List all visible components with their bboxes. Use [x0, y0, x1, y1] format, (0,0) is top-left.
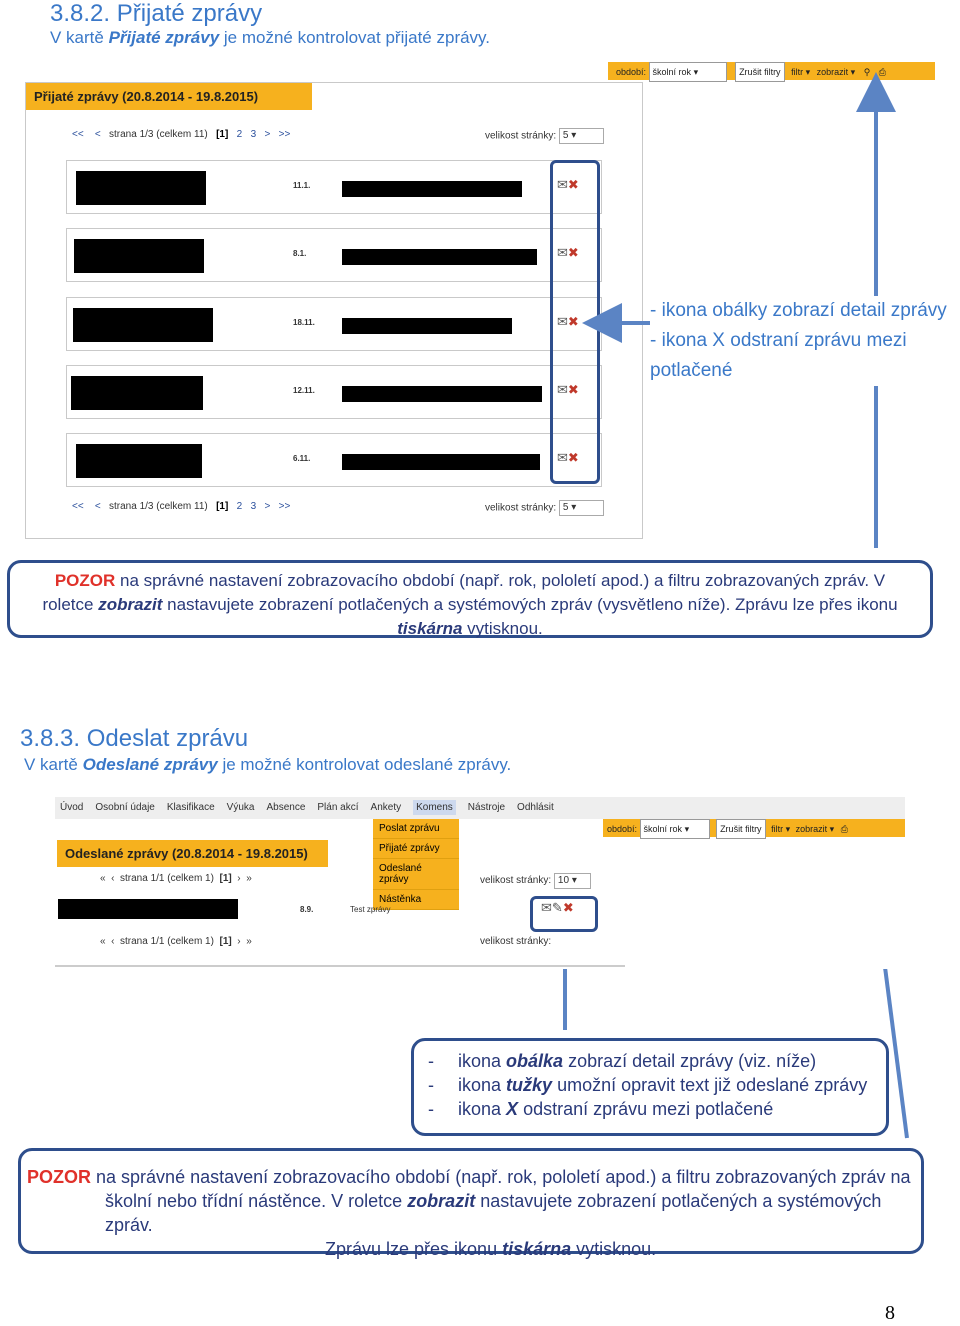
delete-x-icon[interactable]: ✖	[567, 382, 579, 397]
annotation-line: - ikona obálka zobrazí detail zprávy (viz. níže)	[428, 1051, 817, 1071]
redacted-recipient	[58, 899, 238, 919]
last-page-link[interactable]: >>	[278, 129, 291, 140]
filter-dropdown[interactable]: filtr ▾	[791, 67, 811, 77]
page-info: strana 1/3 (celkem 11)	[109, 501, 208, 512]
page-size-label: velikost stránky:	[485, 130, 557, 142]
subtitle-text-end: je možné kontrolovat přijaté zprávy.	[219, 28, 491, 47]
printer-icon[interactable]: ⎙	[840, 824, 848, 834]
menu-item[interactable]: Úvod	[60, 802, 84, 813]
note-text: na správné nastavení zobrazovacího období (např. rok, pololetí apod.) a filtru zobrazovaných zpráv. V	[115, 571, 886, 590]
period-label: období:	[616, 67, 647, 77]
dropdown-item[interactable]: Přijaté zprávy	[373, 839, 459, 859]
subtitle-bold: Přijaté zprávy	[108, 28, 220, 47]
clear-filters-button[interactable]: Zrušit filtry	[716, 819, 766, 839]
delete-x-icon[interactable]: ✖	[567, 450, 579, 465]
message-date: 8.1.	[293, 249, 307, 258]
delete-x-icon[interactable]: ✖	[567, 177, 579, 192]
next-page-link[interactable]: >	[264, 129, 271, 140]
pencil-icon[interactable]: ✎	[551, 900, 563, 915]
pozor-label: POZOR	[54, 571, 116, 590]
dropdown-item[interactable]: Nástěnka	[373, 890, 459, 910]
page-size-select[interactable]: 5 ▾	[559, 500, 604, 516]
note-emphasis: zobrazit	[407, 1191, 476, 1211]
menu-item[interactable]: Osobní údaje	[95, 802, 155, 813]
page-info: strana 1/3 (celkem 11)	[109, 129, 208, 140]
page-size-select[interactable]: 5 ▾	[559, 128, 604, 144]
section-heading-odeslat: 3.8.3. Odeslat zprávu	[20, 725, 249, 752]
annotation-line: - ikona X odstraní zprávu mezi	[650, 330, 907, 351]
menu-item[interactable]: Komens	[413, 800, 456, 815]
sent-page-size-top: velikost stránky: 10 ▾	[480, 873, 591, 889]
warning-note-2: POZOR na správné nastavení zobrazovacího období (např. rok, pololetí apod.) a filtru zobrazovaných zpráv na školní nebo třídní nástěnce. V roletce zobrazit nastavujete zobrazení potlačených a systémových zpráv. Zprávu lze přes ikonu tiskárna vytisknou.	[18, 1148, 924, 1254]
page-2-link[interactable]: 2	[236, 129, 243, 140]
section-subtitle-odeslat: V kartě Odeslané zprávy je možné kontrolovat odeslané zprávy.	[24, 755, 512, 774]
envelope-icon[interactable]: ✉	[541, 900, 552, 915]
funnel-icon[interactable]: ⚲	[863, 67, 871, 77]
annotation-icons-text	[650, 296, 955, 386]
subtitle-bold: Odeslané zprávy	[82, 755, 218, 774]
annotation-line: - ikona X odstraní zprávu mezi potlačené	[428, 1099, 774, 1119]
first-page-link[interactable]: <<	[72, 129, 84, 140]
note-emphasis: tiskárna	[397, 619, 463, 638]
note-emphasis: zobrazit	[98, 595, 163, 614]
annotation-line: - ikona tužky umožní opravit text již odeslané zprávy	[428, 1075, 868, 1095]
envelope-icon[interactable]: ✉	[557, 245, 568, 260]
next-page-link[interactable]: >	[264, 501, 271, 512]
prev-page-link[interactable]: <	[94, 501, 101, 512]
clear-filters-button[interactable]: Zrušit filtry	[735, 62, 785, 82]
filter-dropdown[interactable]: filtr ▾	[771, 824, 791, 834]
first-page-link[interactable]: <<	[72, 501, 84, 512]
message-date: 12.11.	[293, 386, 315, 395]
komens-dropdown	[373, 819, 459, 910]
dropdown-item[interactable]: Poslat zprávu	[373, 819, 459, 839]
menu-item[interactable]: Absence	[266, 802, 306, 813]
message-date: 6.11.	[293, 454, 311, 463]
envelope-icon[interactable]: ✉	[557, 450, 568, 465]
current-page: [1]	[216, 501, 229, 512]
page-size-label: velikost stránky:	[485, 502, 557, 514]
note-emphasis: tiskárna	[502, 1239, 572, 1259]
sent-page-size-bottom: velikost stránky:	[480, 936, 552, 947]
menu-item[interactable]: Plán akcí	[317, 802, 359, 813]
page-3-link[interactable]: 3	[250, 501, 257, 512]
menu-item[interactable]: Ankety	[370, 802, 402, 813]
delete-x-icon[interactable]: ✖	[567, 314, 579, 329]
page-2-link[interactable]: 2	[236, 501, 243, 512]
envelope-icon[interactable]: ✉	[557, 177, 568, 192]
last-page-link[interactable]: >>	[278, 501, 291, 512]
period-select[interactable]: školní rok ▾	[640, 819, 710, 839]
menu-item[interactable]: Klasifikace	[166, 802, 215, 813]
sent-icons-highlight	[530, 896, 598, 932]
show-dropdown[interactable]: zobrazit ▾	[795, 824, 835, 834]
page-size-select[interactable]: 10 ▾	[554, 873, 591, 889]
annotation-line: potlačené	[650, 360, 733, 381]
menu-item[interactable]: Odhlásit	[517, 802, 554, 813]
received-tab-title[interactable]: Přijaté zprávy (20.8.2014 - 19.8.2015)	[26, 83, 312, 110]
prev-page-link[interactable]: <	[94, 129, 101, 140]
menu-item[interactable]: Výuka	[226, 802, 255, 813]
period-select[interactable]: školní rok ▾	[649, 62, 727, 82]
message-date: 18.11.	[293, 318, 315, 327]
delete-x-icon[interactable]: ✖	[562, 900, 574, 915]
page-number: 8	[885, 1302, 895, 1324]
dropdown-item[interactable]: Odeslané zprávy	[373, 859, 459, 890]
sent-icons-annotation	[411, 1038, 889, 1136]
sent-pager-bottom: « ‹ strana 1/1 (celkem 1) [1] › »	[100, 936, 252, 947]
pozor-label: POZOR	[27, 1167, 92, 1187]
warning-note-1: POZOR na správné nastavení zobrazovacího období (např. rok, pololetí apod.) a filtru zobrazovaných zpráv. V roletce zobrazit nastavujete zobrazení potlačených a systémových zpráv (vysvětleno níže). Zprávu lze přes ikonu tiskárna vytisknou.	[7, 560, 933, 638]
show-dropdown[interactable]: zobrazit ▾	[816, 67, 856, 77]
envelope-icon[interactable]: ✉	[557, 314, 568, 329]
main-menu	[55, 797, 905, 819]
subtitle-text: V kartě	[50, 28, 109, 47]
current-page: [1]	[216, 129, 229, 140]
message-date: 11.1.	[293, 181, 311, 190]
page-3-link[interactable]: 3	[250, 129, 257, 140]
sent-pager-top: « ‹ strana 1/1 (celkem 1) [1] › »	[100, 873, 252, 884]
sent-tab-title[interactable]: Odeslané zprávy (20.8.2014 - 19.8.2015)	[57, 840, 328, 867]
delete-x-icon[interactable]: ✖	[567, 245, 579, 260]
menu-item[interactable]: Nástroje	[467, 802, 506, 813]
divider	[55, 965, 625, 967]
printer-icon[interactable]: ⎙	[878, 67, 886, 77]
sent-subject[interactable]: Test zprávy	[350, 905, 391, 914]
sent-filter-bar: období: školní rok ▾ Zrušit filtry filtr ▾ zobrazit ▾ ⎙	[603, 819, 905, 837]
annotation-line: - ikona obálky zobrazí detail zprávy	[650, 300, 947, 321]
sent-date: 8.9.	[300, 905, 314, 914]
sent-screenshot	[55, 797, 905, 969]
envelope-icon[interactable]: ✉	[557, 382, 568, 397]
section-heading-prijate: 3.8.2. Přijaté zprávy	[50, 0, 263, 27]
